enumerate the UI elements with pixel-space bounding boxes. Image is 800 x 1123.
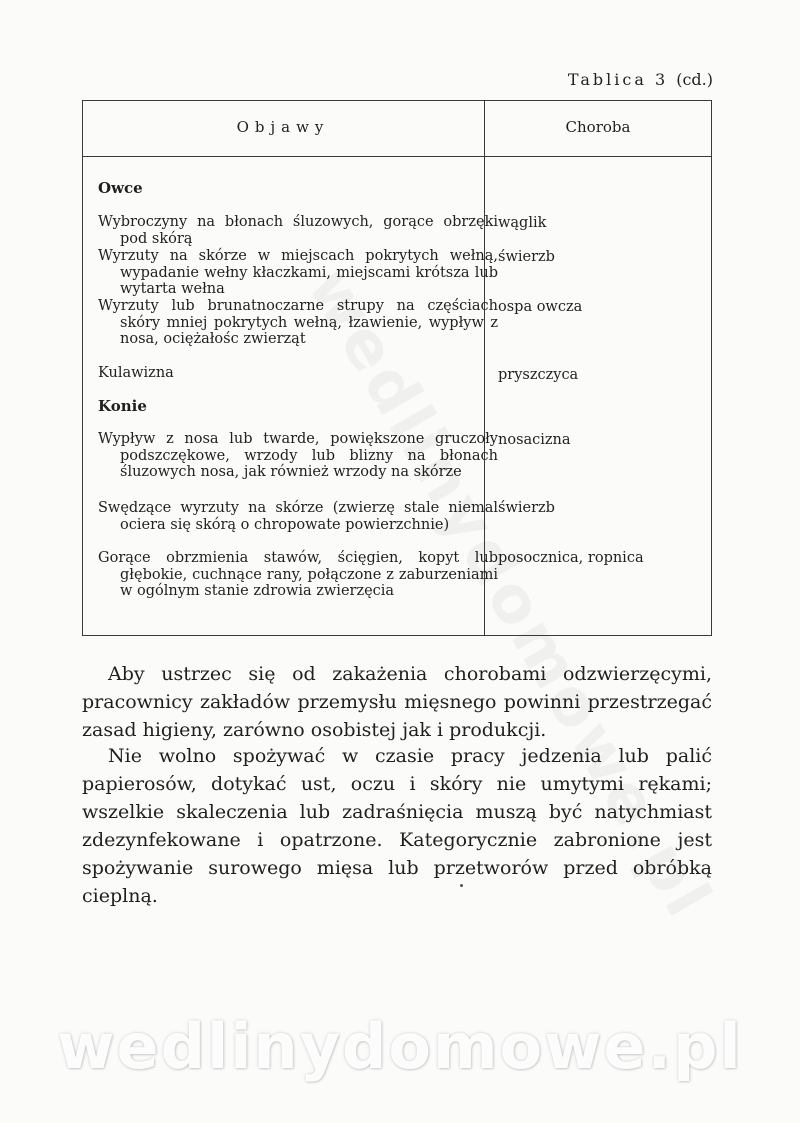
table-bottom-rule	[82, 635, 712, 636]
symptom-cell: Wypływ z nosa lub twarde, powiększone gruczoły podszczękowe, wrzody lub blizny na błonach śluzowych nosa, jak również wrzody na skórze	[98, 431, 498, 480]
disease-cell: świerzb	[498, 500, 555, 516]
symptom-cell: Kulawizna	[98, 365, 174, 381]
table-caption	[568, 70, 713, 89]
caption-suffix: (cd.)	[676, 70, 713, 89]
symptom-cell: Wyrzuty lub brunatnoczarne strupy na częściach skóry mniej pokrytych wełną, łzawienie, wypływ z nosa, ociężałośc zwierząt	[98, 298, 498, 347]
disease-cell: świerzb	[498, 249, 555, 265]
disease-cell: nosacizna	[498, 432, 571, 448]
disease-cell: wąglik	[498, 215, 547, 231]
symptom-cell: Wyrzuty na skórze w miejscach pokrytych wełną, wypadanie wełny kłaczkami, miejscami krótsza lub wytarta wełna	[98, 248, 498, 297]
symptom-cell: Wybroczyny na błonach śluzowych, gorące obrzęki pod skórą	[98, 214, 498, 247]
disease-cell: posocznica, ropnica	[498, 550, 644, 566]
section-title-sheep: Owce	[98, 179, 143, 197]
watermark-bottom: wedlinydomowe.pl	[57, 1010, 743, 1083]
disease-cell: ospa owcza	[498, 299, 583, 315]
body-paragraph: Aby ustrzec się od zakażenia chorobami odzwierzęcymi, pracownicy zakładów przemysłu mięsnego powinni przestrzegać zasad higieny, zarówno osobistej jak i produkcji.	[82, 663, 712, 741]
print-speck	[460, 884, 463, 887]
caption-prefix: Tablica 3	[567, 70, 669, 89]
symptom-cell: Swędzące wyrzuty na skórze (zwierzę stale niemal ociera się skórą o chropowate powierzchnie)	[98, 500, 498, 533]
body-paragraph: Nie wolno spożywać w czasie pracy jedzenia lub palić papierosów, dotykać ust, oczu i skóry nie umytymi rękami; wszelkie skaleczenia lub zadraśnięcia muszą być natychmiast zdezynfekowane i opatrzone. Kategorycznie zabronione jest spożywanie surowego mięsa lub przetworów przed obróbką cieplną.	[82, 745, 712, 907]
header-symptoms: Objawy	[236, 118, 330, 136]
symptom-cell: Gorące obrzmienia stawów, ścięgien, kopyt lub głębokie, cuchnące rany, połączone z zaburzeniami w ogólnym stanie zdrowia zwierzęcia	[98, 550, 498, 599]
section-title-horses: Konie	[98, 397, 147, 415]
table-right-border	[711, 100, 712, 636]
disease-cell: pryszczyca	[498, 367, 579, 383]
table-top-rule	[82, 100, 712, 101]
table-header-rule	[82, 156, 712, 157]
table-left-border	[82, 100, 83, 636]
header-disease: Choroba	[565, 118, 631, 136]
